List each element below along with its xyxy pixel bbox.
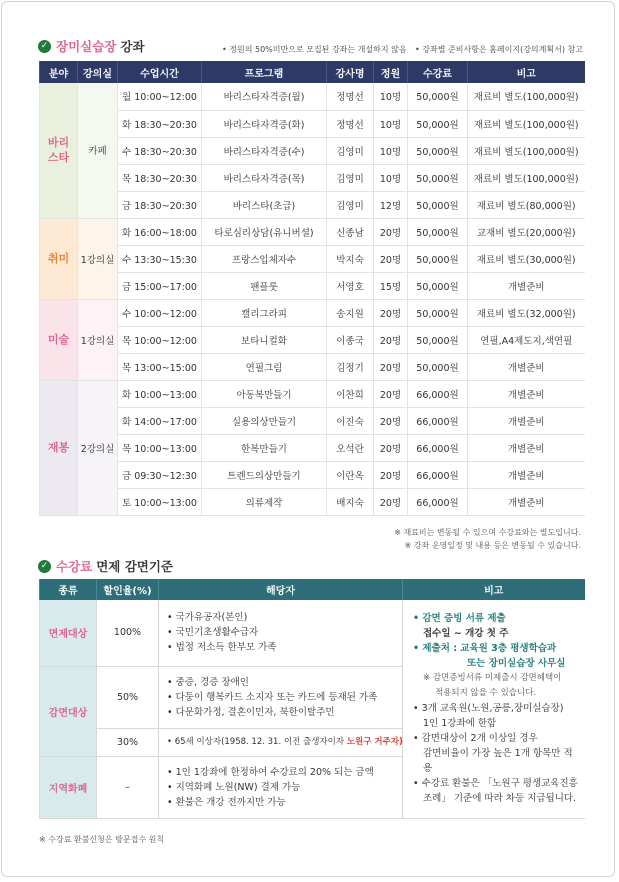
course-table-header — [40, 61, 585, 83]
footnote-refund: ※ 수강료 환불신청은 방문접수 원칙 — [39, 835, 165, 844]
header-remarks: 비고 — [468, 61, 585, 83]
section2-title-dark: 면제 감면기준 — [96, 559, 174, 574]
capacity-cell: 20명 — [374, 461, 408, 488]
time-cell: 화 14:00~17:00 — [118, 407, 202, 434]
table-row — [40, 83, 585, 110]
eligible-item: • 다둥이 행복카드 소지자 또는 카드에 등재된 가족 — [167, 691, 378, 703]
table-row — [40, 191, 585, 218]
instructor-cell: 배지숙 — [327, 488, 374, 515]
instructor-cell: 이진숙 — [327, 407, 374, 434]
header-instructor: 강사명 — [327, 61, 374, 83]
time-cell: 수 18:30~20:30 — [118, 137, 202, 164]
section1-title — [38, 37, 145, 55]
eligible-exempt — [159, 600, 403, 666]
time-cell: 금 15:00~17:00 — [118, 272, 202, 299]
fee-cell: 50,000원 — [408, 272, 468, 299]
fee-cell: 50,000원 — [408, 353, 468, 380]
table-row — [40, 326, 585, 353]
capacity-cell: 10명 — [374, 137, 408, 164]
remarks-cell: 재료비 별도(100,000원) — [468, 110, 585, 137]
room-cell: 카페 — [78, 83, 118, 218]
header-note: 비고 — [403, 579, 585, 600]
program-cell: 프랑스입체자수 — [202, 245, 327, 272]
capacity-cell: 15명 — [374, 272, 408, 299]
eligible-item: • 법정 저소득 한부모 가족 — [167, 642, 277, 654]
eligible-item: • 환불은 개강 전까지만 가능 — [167, 796, 286, 808]
fee-cell: 50,000원 — [408, 137, 468, 164]
table-row — [40, 434, 585, 461]
section2-title-colored: 수강료 — [56, 559, 93, 574]
instructor-cell: 송지원 — [327, 299, 374, 326]
fee-cell: 66,000원 — [408, 488, 468, 515]
remark-line: • 3개 교육원(노원,공릉,장미실습장) — [413, 703, 564, 715]
fee-cell: 50,000원 — [408, 326, 468, 353]
remark-line: • 수강료 환불은 「노원구 평생교육진흥 — [413, 778, 578, 790]
section1-title-colored: 장미실습장 — [56, 39, 117, 54]
instructor-cell: 정명선 — [327, 110, 374, 137]
eligible-item: • 중증, 경증 장애인 — [167, 676, 249, 688]
table-row — [40, 353, 585, 380]
header-type: 종류 — [40, 579, 97, 600]
remarks-cell: 재료비 별도(32,000원) — [468, 299, 585, 326]
instructor-cell: 김영미 — [327, 191, 374, 218]
table-row — [40, 488, 585, 515]
check-circle-icon: ✓ — [38, 40, 51, 53]
program-cell: 타로심리상담(유니버셜) — [202, 218, 327, 245]
time-cell: 수 10:00~12:00 — [118, 299, 202, 326]
fee-cell: 50,000원 — [408, 299, 468, 326]
header-room: 강의실 — [78, 61, 118, 83]
capacity-cell: 20명 — [374, 434, 408, 461]
fee-cell: 66,000원 — [408, 434, 468, 461]
course-table — [39, 61, 585, 516]
remarks-cell: 재료비 별도(30,000원) — [468, 245, 585, 272]
rate-reduced-30: 30% — [97, 728, 159, 756]
program-cell: 실용의상만들기 — [202, 407, 327, 434]
capacity-cell: 20명 — [374, 245, 408, 272]
section1-title-dark: 강좌 — [120, 39, 145, 54]
fee-cell: 50,000원 — [408, 164, 468, 191]
category-cell: 바리 스타 — [40, 83, 78, 218]
time-cell: 화 18:30~20:30 — [118, 110, 202, 137]
table-row — [40, 461, 585, 488]
table-row — [40, 218, 585, 245]
remarks-cell: 재료비 별도(100,000원) — [468, 83, 585, 110]
instructor-cell: 신종남 — [327, 218, 374, 245]
table-row — [40, 164, 585, 191]
capacity-cell: 10명 — [374, 110, 408, 137]
table-row — [40, 380, 585, 407]
table-row — [40, 137, 585, 164]
capacity-cell: 20명 — [374, 299, 408, 326]
table-row — [40, 299, 585, 326]
category-local-currency: 지역화폐 — [40, 756, 97, 818]
eligible-reduced-50 — [159, 666, 403, 728]
capacity-cell: 10명 — [374, 83, 408, 110]
remarks-cell — [403, 600, 585, 818]
capacity-cell: 12명 — [374, 191, 408, 218]
footnote-material-fee: ※ 재료비는 변동될 수 있으며 수강료와는 별도입니다. — [394, 528, 581, 537]
header-fee: 수강료 — [408, 61, 468, 83]
note-min-enrollment: • 정원의 50%미만으로 모집된 강좌는 개설하지 않음 — [222, 45, 407, 54]
instructor-cell: 김영미 — [327, 164, 374, 191]
remark-line: ※ 감면증빙서류 미제출시 감면혜택이 — [423, 673, 562, 684]
fee-cell: 50,000원 — [408, 191, 468, 218]
time-cell: 목 13:00~15:00 — [118, 353, 202, 380]
program-cell: 바리스타자격증(수) — [202, 137, 327, 164]
instructor-cell: 김영미 — [327, 137, 374, 164]
rate-local-currency: – — [97, 756, 159, 818]
category-cell: 재봉 — [40, 380, 78, 515]
row-exempt — [40, 600, 585, 666]
eligible-item: • 국민기초생활수급자 — [167, 627, 259, 639]
fee-cell: 50,000원 — [408, 83, 468, 110]
eligible-item: • 1인 1강좌에 한정하여 수강료의 20% 되는 금액 — [167, 766, 374, 778]
fee-cell: 50,000원 — [408, 110, 468, 137]
table-row — [40, 407, 585, 434]
program-cell: 의류제작 — [202, 488, 327, 515]
remark-line: • 감면대상이 2개 이상일 경우 — [413, 733, 538, 745]
fee-cell: 66,000원 — [408, 461, 468, 488]
rate-reduced-50: 50% — [97, 666, 159, 728]
section2-title — [38, 557, 173, 575]
time-cell: 목 18:30~20:30 — [118, 164, 202, 191]
program-cell: 한복만들기 — [202, 434, 327, 461]
fee-cell: 66,000원 — [408, 407, 468, 434]
remarks-cell: 재료비 별도(100,000원) — [468, 137, 585, 164]
room-cell: 2강의실 — [78, 380, 118, 515]
room-cell: 1강의실 — [78, 218, 118, 299]
header-capacity: 정원 — [374, 61, 408, 83]
remarks-cell: 개별준비 — [468, 380, 585, 407]
eligible-item: • 지역화폐 노원(NW) 결제 가능 — [167, 781, 301, 793]
header-program: 프로그램 — [202, 61, 327, 83]
category-exempt: 면제대상 — [40, 600, 97, 666]
eligible-reduced-30 — [159, 728, 403, 756]
eligible-item: • 다문화가정, 결혼이민자, 북한이탈주민 — [167, 706, 335, 718]
header-field: 분야 — [40, 61, 78, 83]
eligible-item: • 65세 이상자(1958. 12. 31. 이전 출생자이자 — [167, 736, 347, 747]
program-cell: 아동복만들기 — [202, 380, 327, 407]
category-reduced: 감면대상 — [40, 666, 97, 756]
program-cell: 팬플룻 — [202, 272, 327, 299]
remarks-cell: 개별준비 — [468, 461, 585, 488]
instructor-cell: 김정기 — [327, 353, 374, 380]
time-cell: 월 10:00~12:00 — [118, 83, 202, 110]
header-time: 수업시간 — [118, 61, 202, 83]
eligible-item-emphasis: 노원구 거주자) — [346, 736, 403, 747]
instructor-cell: 서영호 — [327, 272, 374, 299]
header-eligible: 해당자 — [159, 579, 403, 600]
remark-line: • 제출처 : 교육원 3층 평생학습과 — [413, 643, 557, 655]
instructor-cell: 이찬희 — [327, 380, 374, 407]
time-cell: 금 18:30~20:30 — [118, 191, 202, 218]
remarks-cell: 개별준비 — [468, 488, 585, 515]
remarks-cell: 연필,A4제도지,색연필 — [468, 326, 585, 353]
remarks-cell: 재료비 별도(100,000원) — [468, 164, 585, 191]
program-cell: 바리스타자격증(월) — [202, 83, 327, 110]
eligible-local-currency — [159, 756, 403, 818]
instructor-cell: 이란옥 — [327, 461, 374, 488]
remark-line: 1인 1강좌에 한함 — [423, 718, 497, 730]
time-cell: 금 09:30~12:30 — [118, 461, 202, 488]
rate-exempt: 100% — [97, 600, 159, 666]
remark-line: 조례」 기준에 따라 차등 지급됩니다. — [423, 793, 577, 805]
remark-line: 접수일 ~ 개강 첫 주 — [423, 628, 509, 640]
room-cell: 1강의실 — [78, 299, 118, 380]
category-cell: 취미 — [40, 218, 78, 299]
check-circle-icon: ✓ — [38, 560, 51, 573]
table-row — [40, 245, 585, 272]
capacity-cell: 20명 — [374, 488, 408, 515]
capacity-cell: 20명 — [374, 380, 408, 407]
category-cell: 미술 — [40, 299, 78, 380]
eligible-item: • 국가유공자(본인) — [167, 612, 248, 624]
instructor-cell: 이종국 — [327, 326, 374, 353]
remarks-cell: 개별준비 — [468, 407, 585, 434]
remarks-cell: 교재비 별도(20,000원) — [468, 218, 585, 245]
remarks-cell: 개별준비 — [468, 353, 585, 380]
instructor-cell: 오석란 — [327, 434, 374, 461]
program-cell: 연필그림 — [202, 353, 327, 380]
fee-cell: 50,000원 — [408, 245, 468, 272]
remark-line: 감면비율이 가장 높은 1개 항목만 적용 — [423, 748, 573, 775]
capacity-cell: 20명 — [374, 407, 408, 434]
table-row — [40, 110, 585, 137]
remarks-cell: 재료비 별도(80,000원) — [468, 191, 585, 218]
time-cell: 토 10:00~13:00 — [118, 488, 202, 515]
time-cell: 화 16:00~18:00 — [118, 218, 202, 245]
remarks-cell: 개별준비 — [468, 434, 585, 461]
discount-table-header — [40, 579, 585, 600]
remarks-cell: 개별준비 — [468, 272, 585, 299]
discount-table — [39, 579, 585, 819]
remark-line: • 감면 증빙 서류 제출 — [413, 613, 506, 625]
instructor-cell: 정명선 — [327, 83, 374, 110]
time-cell: 화 10:00~13:00 — [118, 380, 202, 407]
time-cell: 수 13:30~15:30 — [118, 245, 202, 272]
remark-line: 적용되지 않을 수 있습니다. — [435, 688, 537, 699]
capacity-cell: 20명 — [374, 218, 408, 245]
program-cell: 바리스타자격증(목) — [202, 164, 327, 191]
program-cell: 보타니컬화 — [202, 326, 327, 353]
capacity-cell: 20명 — [374, 326, 408, 353]
fee-cell: 50,000원 — [408, 218, 468, 245]
program-cell: 바리스타(초급) — [202, 191, 327, 218]
remark-line: 또는 장미실습장 사무실 — [467, 658, 566, 670]
program-cell: 바리스타자격증(화) — [202, 110, 327, 137]
fee-cell: 66,000원 — [408, 380, 468, 407]
footnote-schedule-change: ※ 강좌 운영일정 및 내용 등은 변동될 수 있습니다. — [404, 541, 581, 550]
note-preparation: • 강좌별 준비사항은 홈페이지(강의계획서) 참고 — [415, 45, 583, 54]
program-cell: 캘리그라피 — [202, 299, 327, 326]
header-rate: 할인율(%) — [97, 579, 159, 600]
capacity-cell: 10명 — [374, 164, 408, 191]
time-cell: 목 10:00~12:00 — [118, 326, 202, 353]
table-row — [40, 272, 585, 299]
instructor-cell: 박지숙 — [327, 245, 374, 272]
time-cell: 목 10:00~13:00 — [118, 434, 202, 461]
program-cell: 트렌드의상만들기 — [202, 461, 327, 488]
capacity-cell: 20명 — [374, 353, 408, 380]
